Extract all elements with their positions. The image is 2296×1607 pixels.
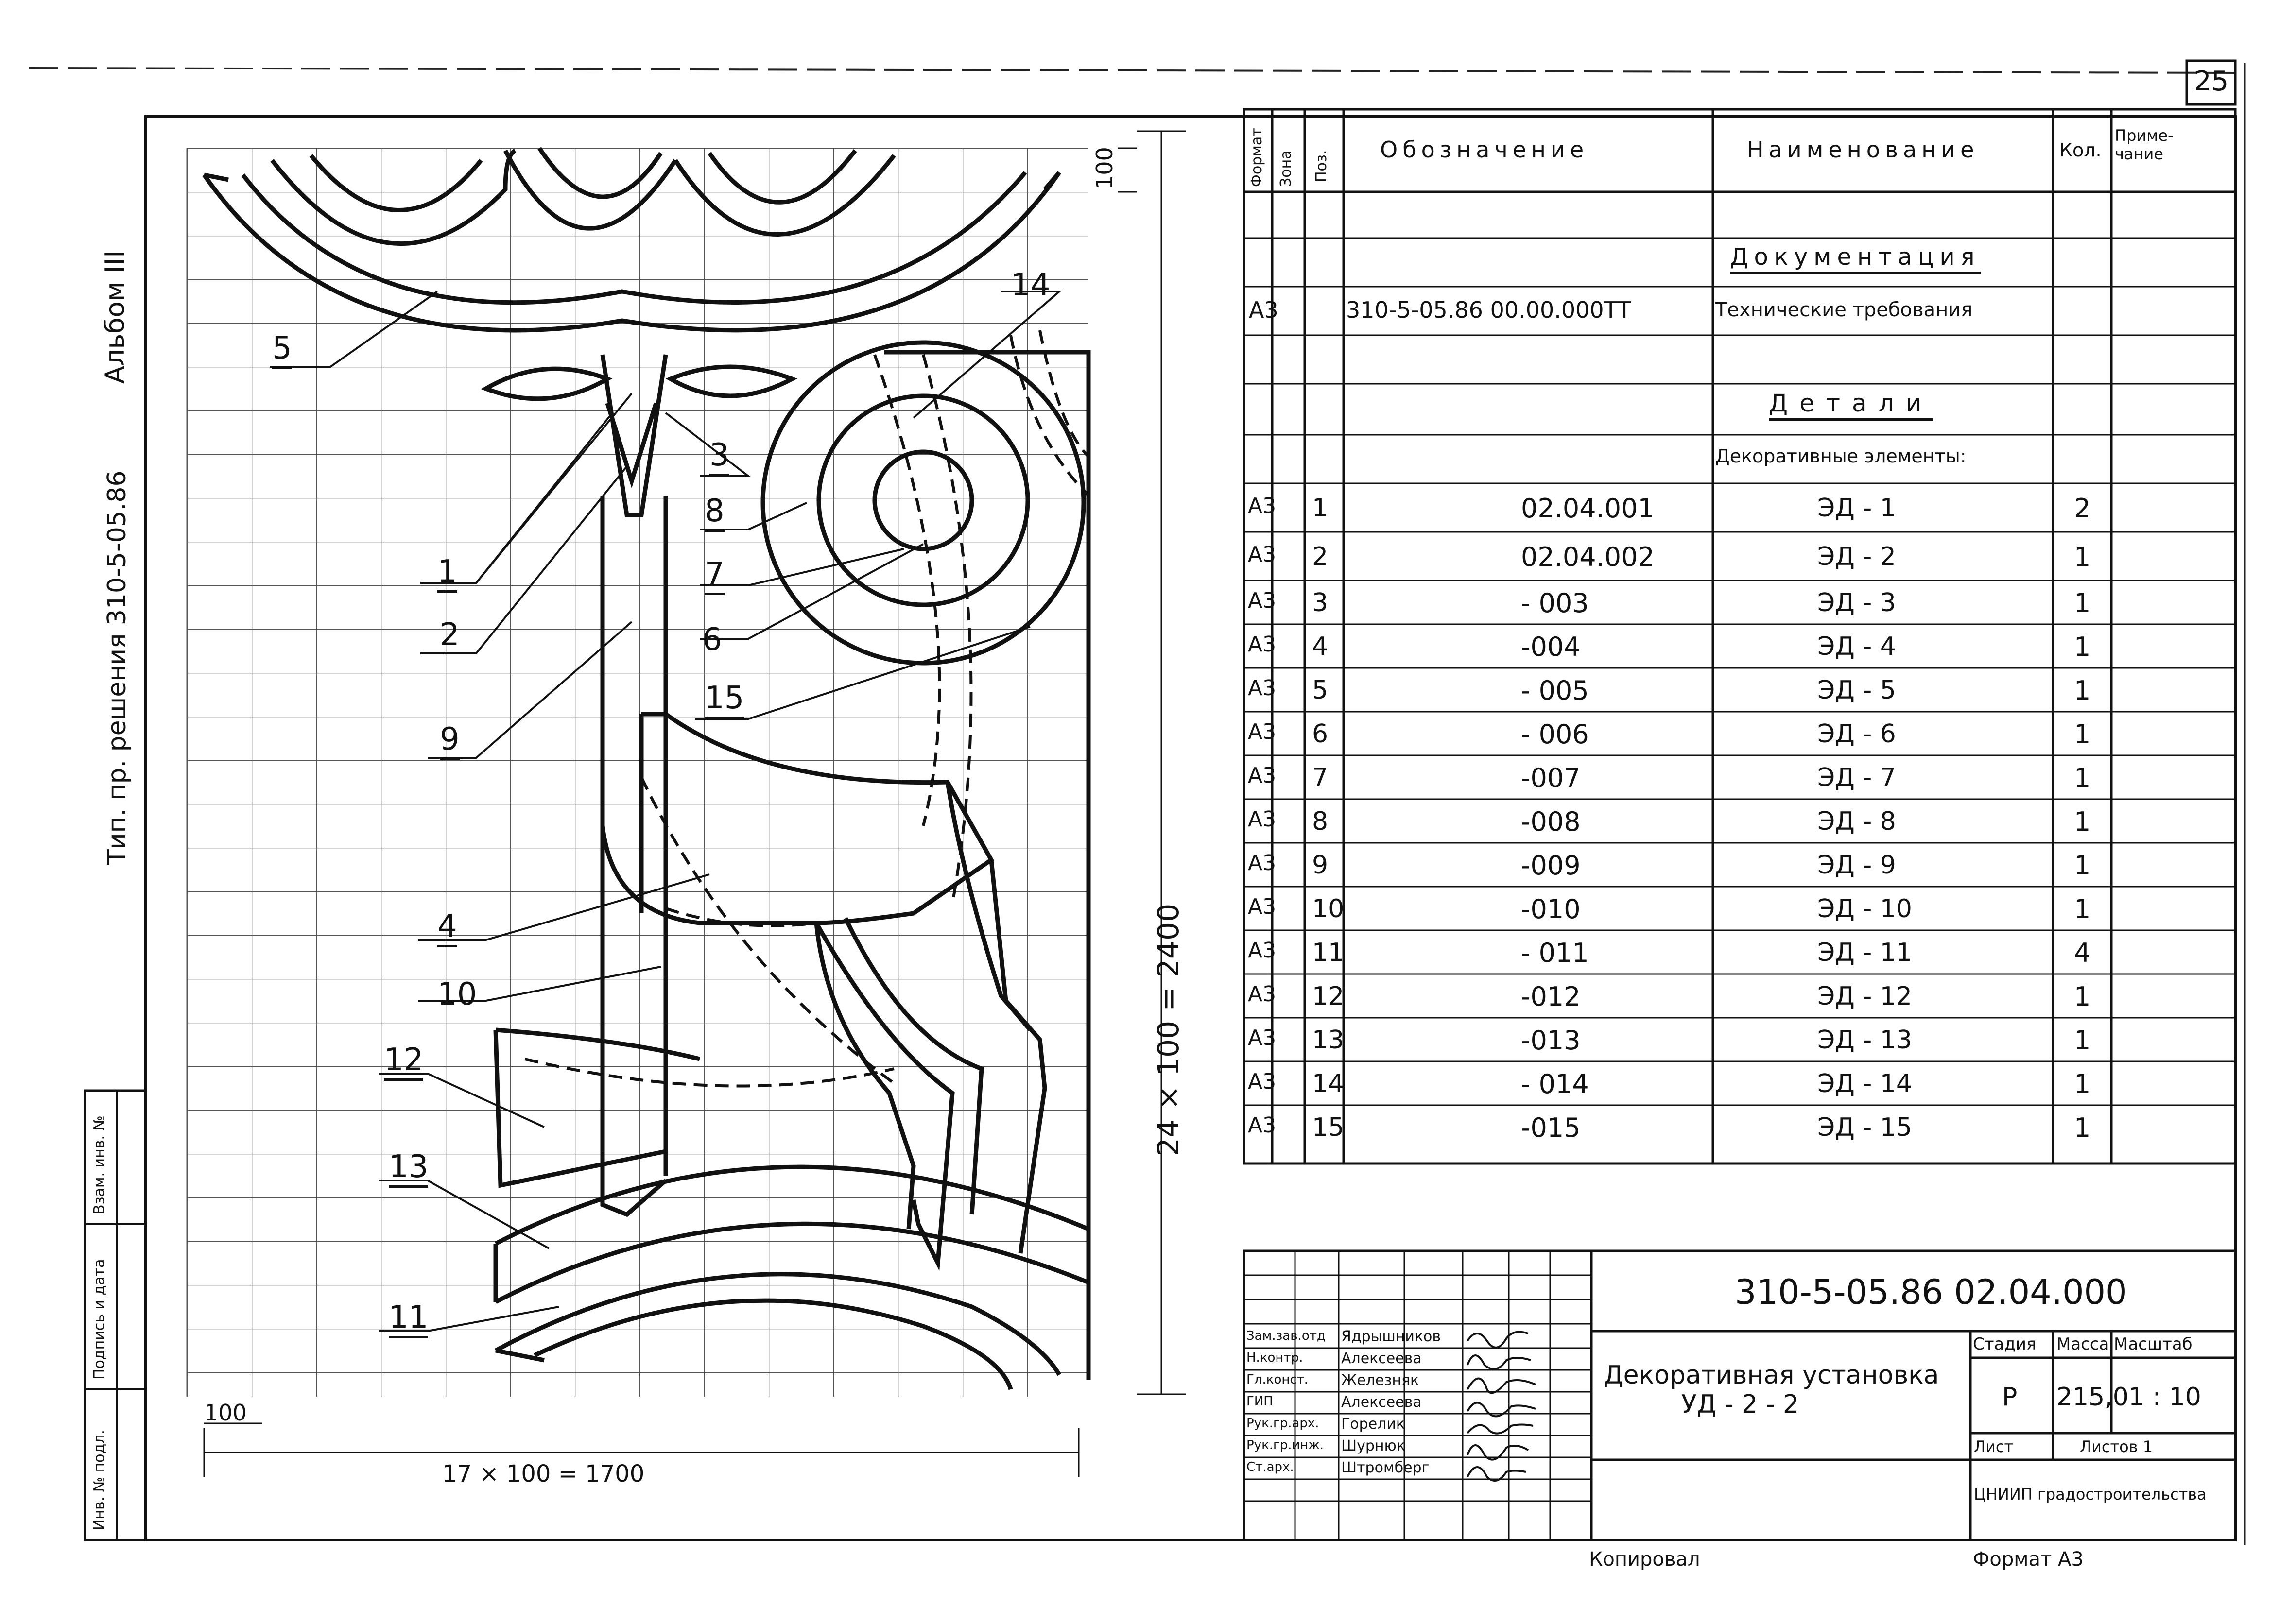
spec-row-qty: 1: [2074, 632, 2091, 662]
sheet-label: Лист: [1974, 1437, 2014, 1456]
spec-row-name: ЭД - 15: [1817, 1113, 1912, 1142]
spec-row-designation: 02.04.001: [1521, 493, 1655, 524]
spec-row-name: ЭД - 14: [1817, 1069, 1912, 1098]
spec-row-qty: 4: [2074, 938, 2091, 968]
spec-row-qty: 1: [2074, 894, 2091, 924]
spec-row-format: А3: [1248, 938, 1277, 963]
spec-row-format: А3: [1248, 851, 1277, 875]
pos-label-8: 8: [705, 496, 725, 532]
spec-row-qty: 1: [2074, 981, 2091, 1012]
spec-row-format: А3: [1248, 632, 1277, 657]
title-line-1: Декоративная установка: [1604, 1361, 1939, 1390]
spec-row-pos: 15: [1312, 1113, 1345, 1142]
inv-no-label: Инв. № подл.: [91, 1430, 108, 1530]
spec-row-format: А3: [1248, 719, 1277, 744]
doc-row-designation: 310-5-05.86 00.00.000ТТ: [1346, 297, 1631, 323]
spec-row-format: А3: [1248, 982, 1277, 1007]
pos-label-7: 7: [705, 559, 725, 595]
spec-row-qty: 1: [2074, 850, 2091, 881]
scale-value: 1 : 10: [2128, 1383, 2201, 1412]
spec-row-qty: 1: [2074, 542, 2091, 572]
spec-row-qty: 1: [2074, 806, 2091, 837]
signer-role: Ст.арх.: [1246, 1460, 1294, 1474]
signer-role: Рук.гр.инж.: [1246, 1438, 1324, 1453]
pos-label-13: 13: [389, 1151, 428, 1188]
spec-row-format: А3: [1248, 588, 1277, 613]
spec-row-pos: 11: [1312, 938, 1345, 967]
section-docs: Документация: [1730, 245, 1981, 274]
spec-row-name: ЭД - 9: [1817, 851, 1896, 880]
signer-name: Штромберг: [1341, 1459, 1430, 1476]
signer-name: Железняк: [1341, 1372, 1419, 1389]
signer-name: Ядрышников: [1341, 1328, 1441, 1345]
spec-row-name: ЭД - 6: [1817, 719, 1896, 749]
spec-row-name: ЭД - 2: [1817, 542, 1896, 571]
spec-row-designation: -007: [1521, 763, 1581, 793]
pos-label-12: 12: [384, 1044, 423, 1081]
scale-label: Масштаб: [2114, 1334, 2192, 1354]
col-zone-header: Зона: [1277, 150, 1295, 187]
signer-name: Алексеева: [1341, 1394, 1422, 1411]
spec-row-designation: -010: [1521, 894, 1581, 924]
spec-row-designation: - 003: [1521, 588, 1589, 618]
spec-row-format: А3: [1248, 1069, 1277, 1094]
spec-row-designation: - 014: [1521, 1069, 1589, 1099]
spec-row-qty: 2: [2074, 493, 2091, 524]
spec-row-pos: 13: [1312, 1026, 1345, 1055]
spec-row-format: А3: [1248, 494, 1277, 518]
spec-row-designation: -008: [1521, 806, 1581, 837]
doc-row-name: Технические требования: [1715, 299, 1973, 321]
spec-row-name: ЭД - 8: [1817, 807, 1896, 836]
spec-row-designation: -013: [1521, 1025, 1581, 1056]
doc-code: 310-5-05.86 02.04.000: [1735, 1272, 2127, 1312]
col-pos-header: Поз.: [1313, 150, 1330, 182]
pos-label-14: 14: [1011, 267, 1051, 303]
pos-label-5: 5: [272, 333, 292, 369]
spec-row-format: А3: [1248, 894, 1277, 919]
spec-row-name: ЭД - 7: [1817, 763, 1896, 792]
spec-row-designation: -009: [1521, 850, 1581, 881]
spec-row-name: ЭД - 3: [1817, 588, 1896, 617]
doc-row-format: А3: [1249, 297, 1278, 323]
spec-row-pos: 5: [1312, 676, 1329, 705]
sign-date-label: Подпись и дата: [91, 1259, 108, 1380]
subsection-decor: Декоративные элементы:: [1715, 445, 1967, 467]
col-name-header: Наименование: [1747, 137, 1979, 163]
stage-label: Стадия: [1973, 1334, 2037, 1354]
col-format-header: Формат: [1248, 128, 1265, 187]
pos-label-15: 15: [705, 683, 744, 719]
signer-name: Шурнюк: [1341, 1437, 1405, 1454]
spec-row-qty: 1: [2074, 719, 2091, 750]
spec-row-name: ЭД - 4: [1817, 632, 1896, 661]
mass-value: 215,0: [2056, 1383, 2129, 1412]
signatures: [1467, 1332, 1536, 1481]
pos-label-2: 2: [440, 617, 460, 653]
spec-row-pos: 4: [1312, 632, 1329, 661]
pos-label-4: 4: [437, 911, 457, 947]
spec-row-format: А3: [1248, 807, 1277, 832]
spec-row-lines: [1244, 238, 2235, 1105]
organization: ЦНИИП градостроительства: [1974, 1485, 2207, 1504]
spec-row-designation: -015: [1521, 1112, 1581, 1143]
spec-row-designation: - 005: [1521, 675, 1589, 706]
spec-row-format: А3: [1248, 763, 1277, 788]
signer-role: Рук.гр.арх.: [1246, 1416, 1319, 1431]
spec-row-designation: -004: [1521, 632, 1581, 662]
spec-row-format: А3: [1248, 542, 1277, 567]
spec-row-pos: 2: [1312, 542, 1329, 571]
spec-row-qty: 1: [2074, 675, 2091, 706]
section-details: Детали: [1769, 391, 1933, 421]
spec-row-qty: 1: [2074, 588, 2091, 618]
signer-name: Горелик: [1341, 1416, 1405, 1433]
spec-row-format: А3: [1248, 1113, 1277, 1138]
mass-label: Масса: [2056, 1334, 2109, 1354]
sheet-number: 25: [2194, 66, 2229, 97]
dim-horizontal: 17 × 100 = 1700: [442, 1460, 645, 1487]
pos-label-11: 11: [389, 1302, 428, 1338]
dim-top-100: 100: [1091, 147, 1118, 189]
spec-row-name: ЭД - 11: [1817, 938, 1912, 967]
spec-row-designation: - 011: [1521, 938, 1589, 968]
copied-note: Копировал: [1589, 1548, 1700, 1571]
spec-row-pos: 10: [1312, 894, 1345, 923]
spec-row-pos: 12: [1312, 982, 1345, 1011]
signer-role: Зам.зав.отд: [1246, 1329, 1326, 1343]
spec-row-pos: 3: [1312, 588, 1329, 617]
signer-role: Гл.конст.: [1246, 1372, 1309, 1387]
sheets-label: Листов 1: [2080, 1437, 2153, 1456]
spec-row-name: ЭД - 13: [1817, 1026, 1912, 1055]
spec-row-pos: 6: [1312, 719, 1329, 749]
col-designation-header: Обозначение: [1380, 137, 1589, 163]
signer-role: ГИП: [1246, 1394, 1273, 1409]
spec-row-pos: 9: [1312, 851, 1329, 880]
spec-row-pos: 1: [1312, 494, 1329, 523]
spec-row-format: А3: [1248, 676, 1277, 701]
spec-row-qty: 1: [2074, 1069, 2091, 1099]
pos-label-10: 10: [437, 976, 477, 1012]
col-qty-header: Кол.: [2059, 139, 2102, 161]
album-label: Альбом III: [100, 250, 130, 384]
signer-name: Алексеева: [1341, 1350, 1422, 1367]
spec-row-pos: 7: [1312, 763, 1329, 792]
pos-label-1: 1: [437, 556, 457, 593]
dim-left-100: 100: [204, 1400, 247, 1426]
pos-label-9: 9: [440, 724, 460, 760]
spec-row-name: ЭД - 1: [1817, 494, 1896, 523]
spec-row-pos: 8: [1312, 807, 1329, 836]
spec-row-designation: -012: [1521, 981, 1581, 1012]
spec-row-name: ЭД - 5: [1817, 676, 1896, 705]
spec-row-qty: 1: [2074, 1112, 2091, 1143]
series-label: Тип. пр. решения 310-5-05.86: [103, 470, 132, 865]
pos-label-3: 3: [709, 440, 729, 476]
spec-row-pos: 14: [1312, 1069, 1345, 1098]
replace-inv-label: Взам. инв. №: [91, 1115, 108, 1214]
pos-label-6: 6: [702, 622, 722, 658]
title-line-2: УД - 2 - 2: [1681, 1390, 1799, 1419]
signer-role: Н.контр.: [1246, 1351, 1303, 1365]
dim-vertical: 24 × 100 = 2400: [1152, 903, 1186, 1156]
col-note-header: Приме-чание: [2115, 126, 2174, 164]
spec-row-format: А3: [1248, 1026, 1277, 1050]
spec-row-designation: - 006: [1521, 719, 1589, 750]
spec-row-qty: 1: [2074, 763, 2091, 793]
spec-row-name: ЭД - 12: [1817, 982, 1912, 1011]
spec-row-designation: 02.04.002: [1521, 542, 1655, 572]
spec-row-name: ЭД - 10: [1817, 894, 1912, 923]
spec-row-qty: 1: [2074, 1025, 2091, 1056]
stage-value: Р: [2002, 1383, 2018, 1412]
format-note: Формат А3: [1973, 1548, 2084, 1571]
grid-field: [187, 148, 1088, 1397]
